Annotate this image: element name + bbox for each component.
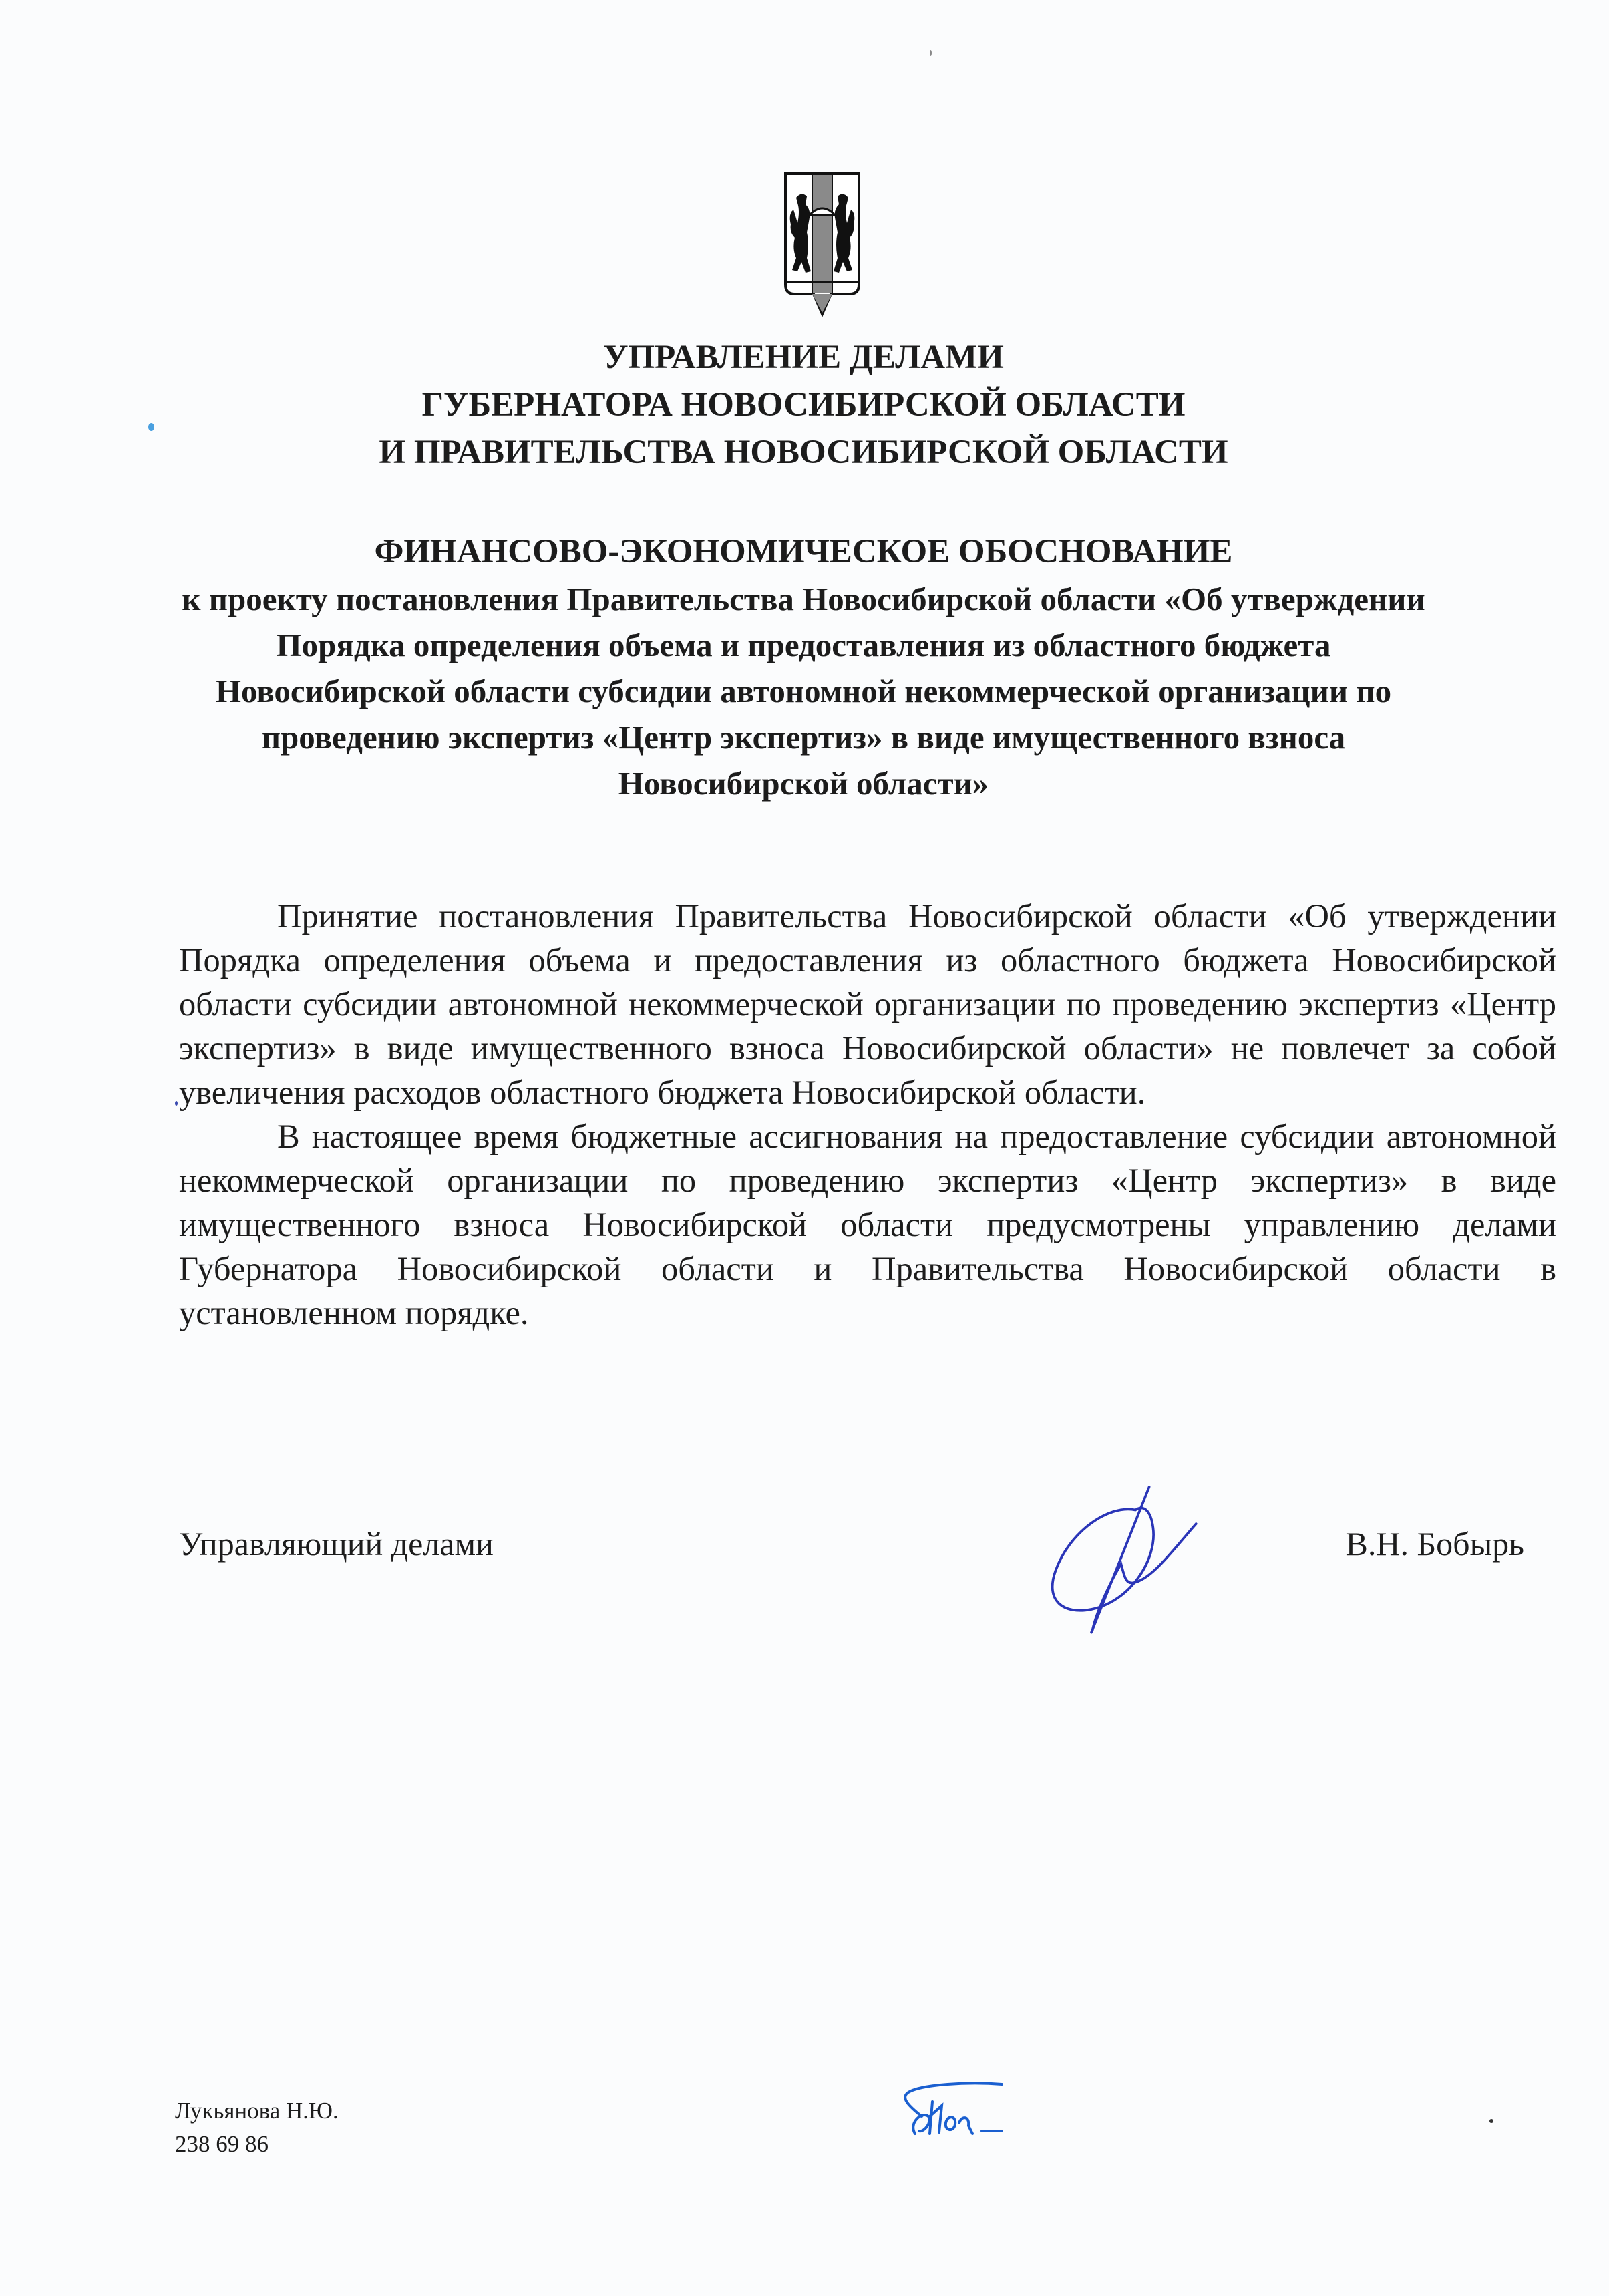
ink-speck xyxy=(148,423,154,431)
ink-speck xyxy=(1489,2119,1493,2123)
handwritten-signature-icon xyxy=(1025,1468,1246,1662)
body-paragraph: В настоящее время бюджетные ассигнования на предоставление субсидии автономной некоммерческой организации по проведению экспертиз «Центр экспертиз» в виде имущественного взноса Новосибирской области предусмотрены управлению делами Губернатора Новосибирской области и Правительства Новосибирской области в установленном порядке. xyxy=(179,1118,1556,1331)
organization-header xyxy=(179,334,1428,476)
ink-speck xyxy=(175,1101,178,1106)
executor-phone: 238 69 86 xyxy=(175,2131,269,2157)
document-body xyxy=(179,894,1556,1335)
org-header-line: УПРАВЛЕНИЕ ДЕЛАМИ xyxy=(603,339,1004,376)
document-title: ФИНАНСОВО-ЭКОНОМИЧЕСКОЕ ОБОСНОВАНИЕ xyxy=(374,533,1233,570)
ink-speck xyxy=(930,50,932,56)
document-title-block xyxy=(179,528,1428,806)
org-header-line: ГУБЕРНАТОРА НОВОСИБИРСКОЙ ОБЛАСТИ xyxy=(421,386,1186,424)
executor-footer xyxy=(175,2094,339,2161)
signer-name: В.Н. Бобырь xyxy=(1345,1525,1524,1563)
coat-of-arms-icon xyxy=(783,171,862,318)
body-paragraph: Принятие постановления Правительства Новосибирской области «Об утверждении Порядка определения объема и предоставления из областного бюджета Новосибирской области субсидии автономной некоммерческой организации по проведению экспертиз «Центр экспертиз» в виде имущественного взноса Новосибирской области» не повлечет за собой увеличения расходов областного бюджета Новосибирской области. xyxy=(179,897,1556,1111)
handwritten-initials-icon xyxy=(868,2076,1022,2143)
signature-row xyxy=(179,1522,1556,1569)
signer-position: Управляющий делами xyxy=(179,1525,494,1563)
executor-name: Лукьянова Н.Ю. xyxy=(175,2098,339,2124)
org-header-line: И ПРАВИТЕЛЬСТВА НОВОСИБИРСКОЙ ОБЛАСТИ xyxy=(379,434,1228,471)
document-subtitle: к проекту постановления Правительства Новосибирской области «Об утверждении Порядка определения объема и предоставления из областного бюджета Новосибирской области субсидии автономной некоммерческой организации по проведению экспертиз «Центр экспертиз» в виде имущественного взноса Новосибирской области» xyxy=(182,581,1425,802)
